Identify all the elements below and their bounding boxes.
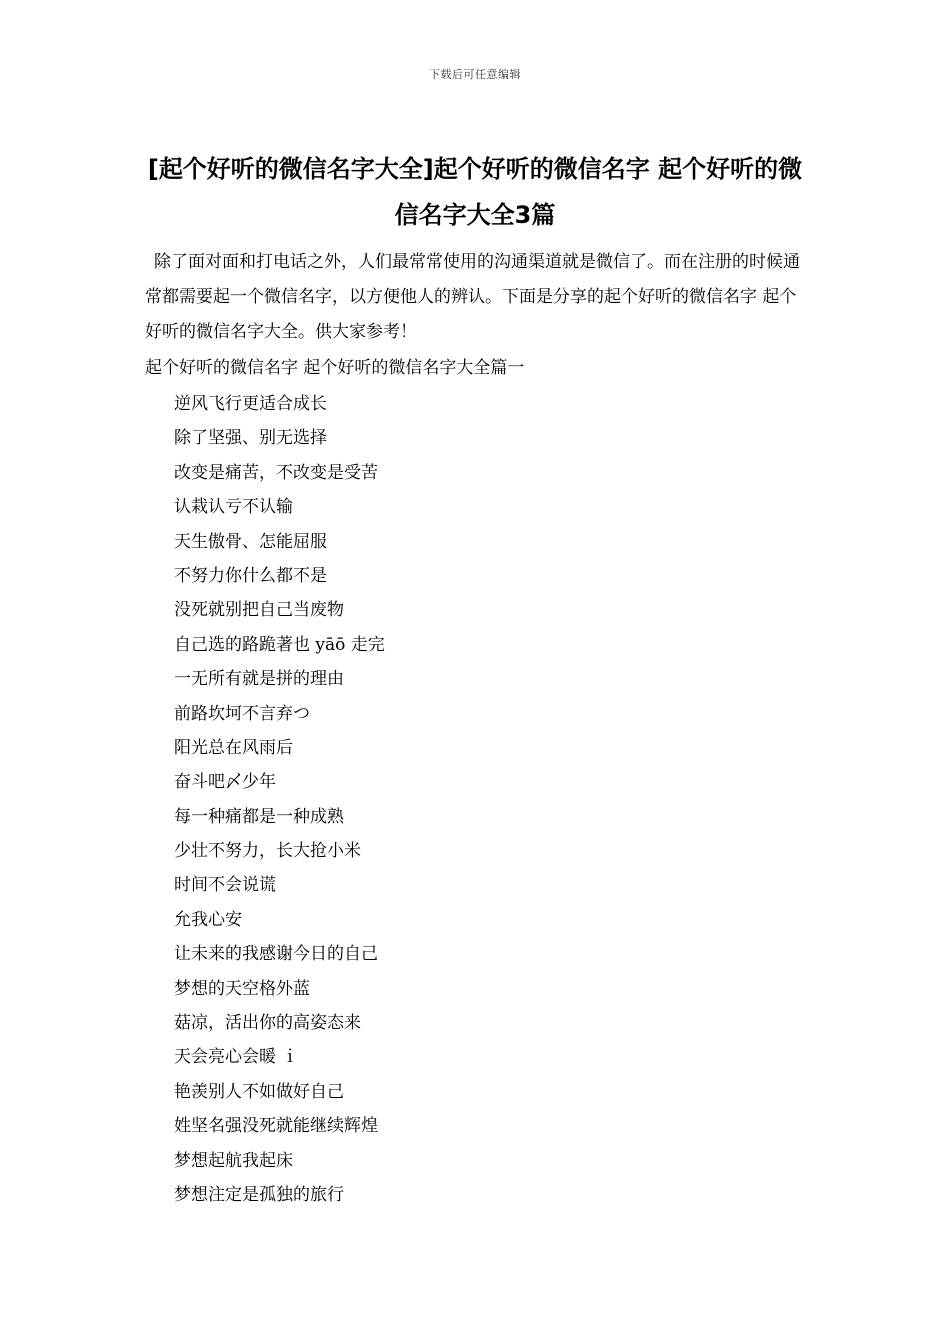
list-item: 奋斗吧〆少年 (174, 772, 276, 793)
list-item: 梦想起航我起床 (174, 1150, 293, 1171)
list-item: 改变是痛苦，不改变是受苦 (174, 462, 378, 483)
list-item: 自己选的路跪著也 yāō 走完 (174, 634, 385, 655)
list-item: 少壮不努力，长大抢小米 (174, 841, 361, 862)
name-list (174, 387, 804, 1212)
list-item: 前路坎坷不言弃つ (174, 703, 310, 724)
list-item: 让未来的我感谢今日的自己 (174, 944, 378, 965)
intro-paragraph: 除了面对面和打电话之外，人们最常常使用的沟通渠道就是微信了。而在注册的时候通常都需要起一个微信名字，以方便他人的辨认。下面是分享的起个好听的微信名字 起个好听的微信名字大全。供大家参考！ (145, 252, 800, 342)
list-item: 天会亮心会暖 ｉ (174, 1047, 299, 1068)
list-item: 梦想的天空格外蓝 (174, 978, 310, 999)
list-item: 逆风飞行更适合成长 (174, 394, 327, 414)
list-item: 不努力你什么都不是 (174, 565, 327, 586)
document-title: [起个好听的微信名字大全]起个好听的微信名字 起个好听的微信名字大全3篇 (147, 155, 803, 229)
list-item: 姓坚名强没死就能继续辉煌 (174, 1116, 378, 1137)
list-item: 没死就别把自己当废物 (174, 600, 344, 621)
list-item: 一无所有就是拼的理由 (174, 669, 344, 690)
list-item: 阳光总在风雨后 (174, 737, 293, 758)
list-item: 时间不会说谎 (174, 875, 276, 896)
list-item: 天生傲骨、怎能屈服 (174, 531, 327, 552)
list-item: 艳羡别人不如做好自己 (174, 1081, 344, 1102)
list-item: 除了坚强、别无选择 (174, 428, 327, 449)
list-item: 认栽认亏不认输 (174, 497, 293, 518)
list-item: 允我心安 (174, 909, 242, 930)
section-heading: 起个好听的微信名字 起个好听的微信名字大全篇一 (145, 358, 525, 378)
page-header-note: 下载后可任意编辑 (429, 68, 521, 81)
list-item: 每一种痛都是一种成熟 (174, 806, 344, 827)
list-item: 菇凉，活出你的高姿态来 (174, 1013, 361, 1034)
list-item: 梦想注定是孤独的旅行 (174, 1184, 344, 1205)
